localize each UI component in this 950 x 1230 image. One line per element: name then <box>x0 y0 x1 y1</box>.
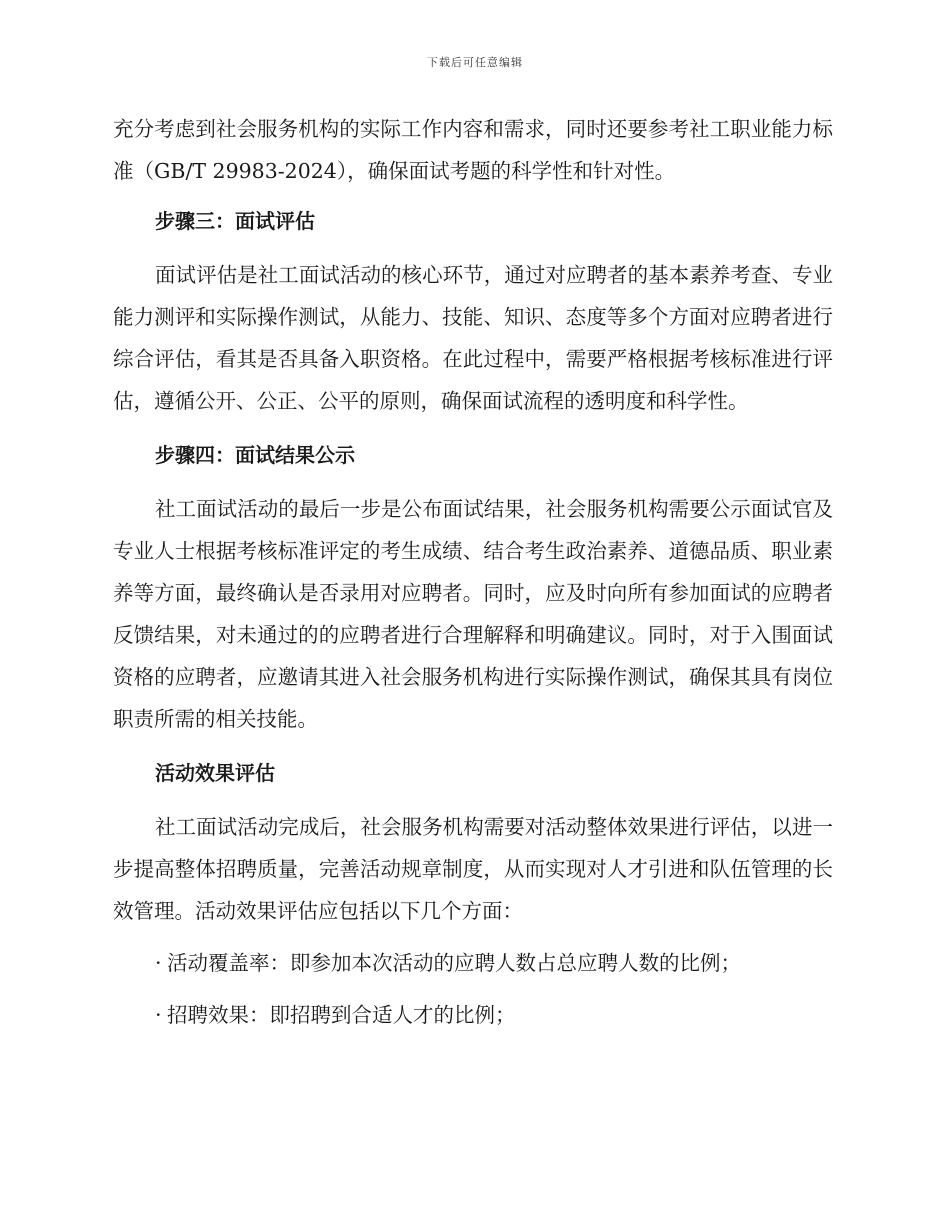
list-item-text: 活动覆盖率：即参加本次活动的应聘人数占总应聘人数的比例； <box>167 951 741 975</box>
step4-paragraph: 社工面试活动的最后一步是公布面试结果，社会服务机构需要公示面试官及专业人士根据考核标准评定的考生成绩、结合考生政治素养、道德品质、职业素养等方面，最终确认是否录用对应聘者。同时，应及时向所有参加面试的应聘者反馈结果，对未通过的的应聘者进行合理解释和明确建议。同时，对于入围面试资格的应聘者，应邀请其进入社会服务机构进行实际操作测试，确保其具有岗位职责所需的相关技能。 <box>113 497 833 731</box>
step4-heading: 步骤四：面试结果公示 <box>155 443 355 467</box>
bullet-icon: · <box>155 1003 162 1027</box>
step3-heading: 步骤三：面试评估 <box>155 209 315 233</box>
bullet-icon: · <box>155 951 162 975</box>
intro-paragraph: 充分考虑到社会服务机构的实际工作内容和需求，同时还要参考社工职业能力标准（GB/T 29983-2024），确保面试考题的科学性和针对性。 <box>113 117 833 183</box>
list-item-text: 招聘效果：即招聘到合适人才的比例； <box>167 1003 516 1027</box>
step3-paragraph: 面试评估是社工面试活动的核心环节，通过对应聘者的基本素养考查、专业能力测评和实际操作测试，从能力、技能、知识、态度等多个方面对应聘者进行综合评估，看其是否具备入职资格。在此过程中，需要严格根据考核标准进行评估，遵循公开、公正、公平的原则，确保面试流程的透明度和科学性。 <box>113 263 833 413</box>
list-item <box>113 942 833 984</box>
header-note: 下载后可任意编辑 <box>427 56 523 69</box>
document-body <box>113 108 833 1048</box>
evaluation-paragraph: 社工面试活动完成后，社会服务机构需要对活动整体效果进行评估，以进一步提高整体招聘质量，完善活动规章制度，从而实现对人才引进和队伍管理的长效管理。活动效果评估应包括以下几个方面： <box>113 815 833 923</box>
evaluation-heading: 活动效果评估 <box>155 761 275 785</box>
list-item <box>113 994 833 1036</box>
